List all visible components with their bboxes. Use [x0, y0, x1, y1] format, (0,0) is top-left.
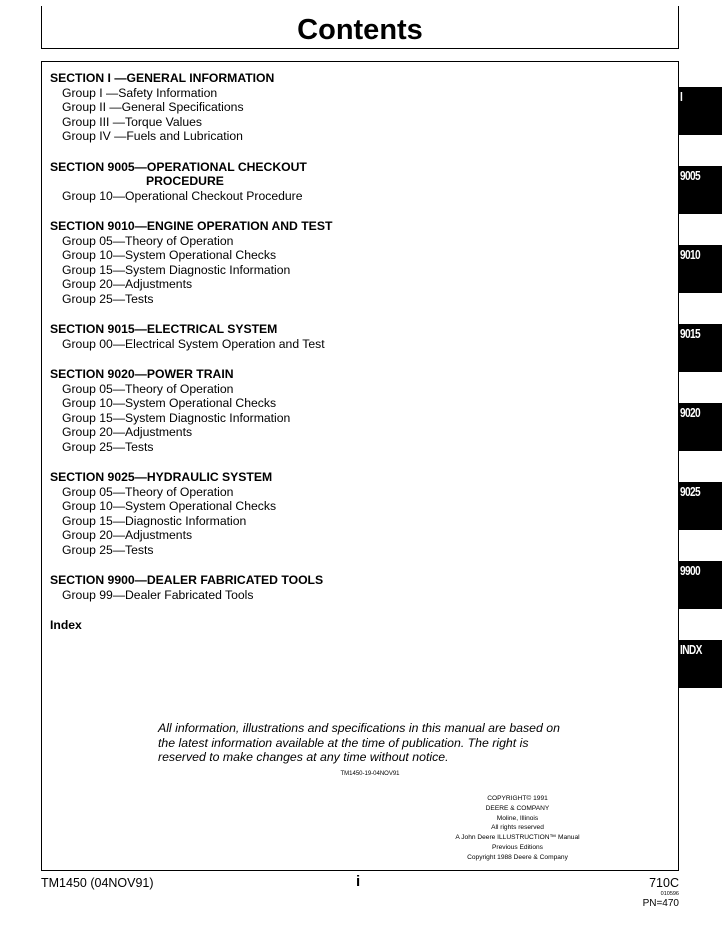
notice-text: [158, 721, 578, 765]
notice-line: the latest information available at the time of publication. The right is: [158, 735, 529, 750]
toc-section: [50, 470, 610, 557]
toc-group-item[interactable]: Group 10—System Operational Checks: [62, 499, 277, 513]
toc-group-item[interactable]: Group III —Torque Values: [62, 114, 202, 129]
notice-code: TM1450-19-04NOV91: [340, 771, 400, 777]
section-title[interactable]: SECTION I —GENERAL INFORMATION: [50, 71, 275, 85]
toc-section: [50, 71, 610, 144]
section-title[interactable]: SECTION 9015—ELECTRICAL SYSTEM: [50, 322, 278, 336]
footer-small-code: 010596: [660, 891, 679, 897]
copyright-line: Moline, Illinois: [496, 814, 539, 822]
toc-group-item[interactable]: Group 05—Theory of Operation: [62, 381, 234, 396]
toc-group-item[interactable]: Group II —General Specifications: [62, 100, 244, 114]
section-title[interactable]: SECTION 9010—ENGINE OPERATION AND TEST: [50, 219, 333, 233]
section-title[interactable]: SECTION 9900—DEALER FABRICATED TOOLS: [50, 573, 324, 587]
footer-pn: PN=470: [642, 898, 679, 909]
copyright-line: Previous Editions: [492, 843, 543, 851]
table-of-contents: [50, 71, 610, 633]
copyright-block: [440, 794, 595, 863]
title-box: [41, 6, 679, 49]
notice-line: All information, illustrations and specifications in this manual are based on: [158, 721, 560, 735]
toc-group-item[interactable]: Group 10—System Operational Checks: [62, 396, 277, 410]
toc-group-item[interactable]: Group 20—Adjustments: [62, 528, 193, 542]
section-title[interactable]: SECTION 9005—OPERATIONAL CHECKOUT PROCEDURE: [50, 159, 307, 188]
toc-group-item[interactable]: Group 25—Tests: [62, 439, 154, 454]
toc-group-item[interactable]: Group 10—System Operational Checks: [62, 248, 277, 262]
toc-group-item[interactable]: Group 99—Dealer Fabricated Tools: [62, 587, 254, 602]
section-tab[interactable]: 9900: [679, 561, 722, 609]
toc-group-item[interactable]: Group 25—Tests: [62, 291, 154, 306]
toc-section: [50, 367, 610, 454]
section-tab[interactable]: I: [679, 87, 722, 135]
copyright-line: All rights reserved: [491, 824, 544, 832]
toc-section: [50, 322, 610, 351]
toc-group-item[interactable]: Group 10—Operational Checkout Procedure: [62, 188, 303, 203]
copyright-line: DEERE & COMPANY: [485, 804, 550, 812]
toc-group-item[interactable]: Group 20—Adjustments: [62, 425, 193, 439]
copyright-line: A John Deere ILLUSTRUCTION™ Manual: [455, 834, 580, 842]
notice-line: reserved to make changes at any time without notice.: [158, 750, 449, 764]
section-tab[interactable]: 9010: [679, 245, 722, 293]
copyright-line: COPYRIGHT© 1991: [487, 795, 548, 802]
section-tab[interactable]: 9025: [679, 482, 722, 530]
footer-manual-id: TM1450 (04NOV91): [41, 876, 154, 890]
section-tab[interactable]: INDX: [679, 640, 722, 688]
toc-group-item[interactable]: Group IV —Fuels and Lubrication: [62, 129, 243, 143]
toc-group-item[interactable]: Group 05—Theory of Operation: [62, 233, 234, 248]
toc-group-item[interactable]: Group 00—Electrical System Operation and Test: [62, 336, 325, 351]
section-tab[interactable]: 9020: [679, 403, 722, 451]
page-title: Contents: [297, 14, 423, 46]
toc-section: [50, 219, 610, 306]
toc-group-item[interactable]: Group 15—System Diagnostic Information: [62, 262, 291, 277]
toc-section: [50, 573, 610, 602]
toc-section: [50, 160, 610, 204]
copyright-line: Copyright 1988 Deere & Company: [467, 853, 568, 861]
footer-page-number: i: [356, 873, 361, 890]
toc-group-item[interactable]: Group 15—Diagnostic Information: [62, 513, 247, 528]
section-tab[interactable]: 9005: [679, 166, 722, 214]
toc-group-item[interactable]: Group 25—Tests: [62, 542, 154, 557]
toc-group-item[interactable]: Group 20—Adjustments: [62, 277, 193, 291]
section-title[interactable]: SECTION 9020—POWER TRAIN: [50, 367, 234, 381]
footer-model: 710C: [649, 876, 679, 890]
section-tab[interactable]: 9015: [679, 324, 722, 372]
toc-group-item[interactable]: Group 05—Theory of Operation: [62, 484, 234, 499]
toc-group-item[interactable]: Group I —Safety Information: [62, 85, 218, 100]
toc-index-link[interactable]: Index: [50, 618, 82, 632]
toc-group-item[interactable]: Group 15—System Diagnostic Information: [62, 410, 291, 425]
section-title[interactable]: SECTION 9025—HYDRAULIC SYSTEM: [50, 470, 273, 484]
